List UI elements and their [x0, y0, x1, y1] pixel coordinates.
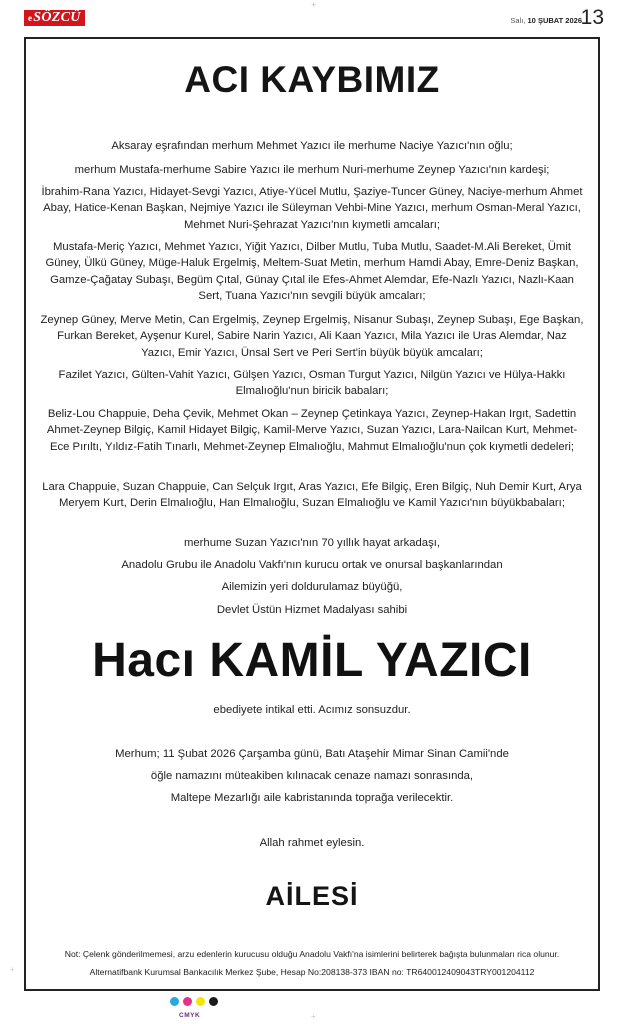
relation-paragraph: merhume Suzan Yazıcı'nın 70 yıllık hayat arkadaşı, [183, 537, 441, 549]
page-dateline: Salı, 10 ŞUBAT 2026 [510, 16, 582, 25]
relation-paragraph: Devlet Üstün Hizmet Madalyası sahibi [216, 604, 408, 616]
page-masthead [0, 0, 628, 34]
passing-statement: ebediyete intikal etti. Acımız sonsuzdur. [213, 704, 411, 716]
funeral-line: öğle namazını müteakiben kılınacak cenaze namazı sonrasında, [150, 770, 474, 782]
relation-paragraph: Anadolu Grubu ile Anadolu Vakfı'nın kurucu ortak ve onursal başkanlarından [121, 559, 503, 571]
newspaper-logo: eSÖZCÜ [24, 10, 85, 26]
relation-paragraph: Aksaray eşrafından merhum Mehmet Yazıcı ile merhume Naciye Yazıcı'nın oğlu; [111, 140, 513, 152]
cyan-dot-icon [170, 997, 179, 1006]
relation-paragraph: Ailemizin yeri doldurulamaz büyüğü, [221, 581, 403, 593]
relation-paragraph: Lara Chappuie, Suzan Chappuie, Can Selçuk Irgıt, Aras Yazıcı, Efe Bilgiç, Eren Bilgiç, Nuh Demir Kurt, Arya Meryem Kurt, Derin Elmalıoğlu, Han Elmalıoğlu, Suzan Elmalıoğlu ve Kamil Yazıcı'nın büyükbabaları; [42, 481, 582, 510]
registration-mark-icon: + [10, 965, 15, 974]
registration-mark-icon: + [311, 1012, 316, 1021]
relation-paragraph: Fazilet Yazıcı, Gülten-Vahit Yazıcı, Gülşen Yazıcı, Osman Turgut Yazıcı, Nilgün Yazıcı ve Hülya-Hakkı Elmalıoğlu'nun biricik babaları; [58, 369, 566, 398]
crop-mark-icon: + [311, 0, 317, 10]
magenta-dot-icon [183, 997, 192, 1006]
yellow-dot-icon [196, 997, 205, 1006]
obituary-notice [24, 37, 600, 991]
family-signature: AİLESİ [265, 881, 359, 911]
relation-paragraph: Mustafa-Meriç Yazıcı, Mehmet Yazıcı, Yiğit Yazıcı, Dilber Mutlu, Tuba Mutlu, Saadet-M.Ali Bereket, Ümit Güney, Ülkü Güney, Müge-Haluk Ergelmiş, Meltem-Suat Metin, merhum Hamdi Abay, Emre-Deniz Başkan, Gamze-Çağatay Subaşı, Begüm Çıtal, Günay Çıtal ile Efes-Ahmet Alemdar, Efe-Nazlı Yazıcı, Nazlı-Kaan Sert, Tuana Yazıcı'nın sevgili büyük amcaları; [45, 241, 579, 302]
black-dot-icon [209, 997, 218, 1006]
relation-paragraph: merhum Mustafa-merhume Sabire Yazıcı ile merhum Nuri-merhume Zeynep Yazıcı'nın kardeşi; [74, 164, 550, 176]
funeral-line: Maltepe Mezarlığı aile kabristanında toprağa verilecektir. [170, 792, 454, 804]
cmyk-label: CMYK [179, 1012, 201, 1019]
relation-paragraph: İbrahim-Rana Yazıcı, Hidayet-Sevgi Yazıcı, Atiye-Yücel Mutlu, Şaziye-Tuncer Güney, Naciye-merhum Ahmet Abay, Hatice-Kenan Başkan, Nejmiye Yazıcı ile Süleyman Vehbi-Mine Yazıcı, merhum Osman-Meral Yazıcı, Mehmet Nuri-Şehrazat Yazıcı'nın kıymetli amcaları; [41, 186, 583, 231]
bank-details: Alternatifbank Kurumsal Bankacılık Merkez Şube, Hesap No:208138-373 IBAN no: TR640012409043TRY001204112 [89, 967, 535, 977]
relation-paragraph: Zeynep Güney, Merve Metin, Can Ergelmiş, Zeynep Ergelmiş, Nisanur Subaşı, Zeynep Subaşı, Ege Başkan, Furkan Bereket, Ayşenur Kurel, Sabire Narin Yazıcı, Ali Kaan Yazıcı, Mila Yazıcı ile Uras Alemdar, Naz Yazıcı, Emir Yazıcı, Ünsal Sert ve Peri Sert'in büyük büyük amcaları; [40, 314, 584, 359]
donation-note: Not: Çelenk gönderilmemesi, arzu edenlerin kurucusu olduğu Anadolu Vakfı'na isimlerini belirterek bağışta bulunmaları rica olunur. [64, 949, 560, 959]
deceased-name: Hacı KAMİL YAZICI [92, 634, 532, 687]
cmyk-color-bar [170, 997, 230, 1021]
prayer-line: Allah rahmet eylesin. [259, 837, 365, 849]
relation-paragraph: Beliz-Lou Chappuie, Deha Çevik, Mehmet Okan – Zeynep Çetinkaya Yazıcı, Zeynep-Hakan Irgıt, Sadettin Ahmet-Zeynep Bilgiç, Kamil Hidayet Bilgiç, Kamil-Merve Yazıcı, Suzan Yazıcı, Lara-Nailcan Kurt, Mehmet-Ece Pırıltı, Yıldız-Fatih Tınarlı, Mehmet-Zeynep Elmalıoğlu, Mahmut Elmalıoğlu'nun çok kıymetli dedeleri; [46, 408, 578, 453]
notice-title: ACI KAYBIMIZ [184, 59, 440, 100]
page-number: 13 [580, 6, 604, 29]
funeral-line: Merhum; 11 Şubat 2026 Çarşamba günü, Batı Ataşehir Mimar Sinan Camii'nde [115, 748, 509, 760]
